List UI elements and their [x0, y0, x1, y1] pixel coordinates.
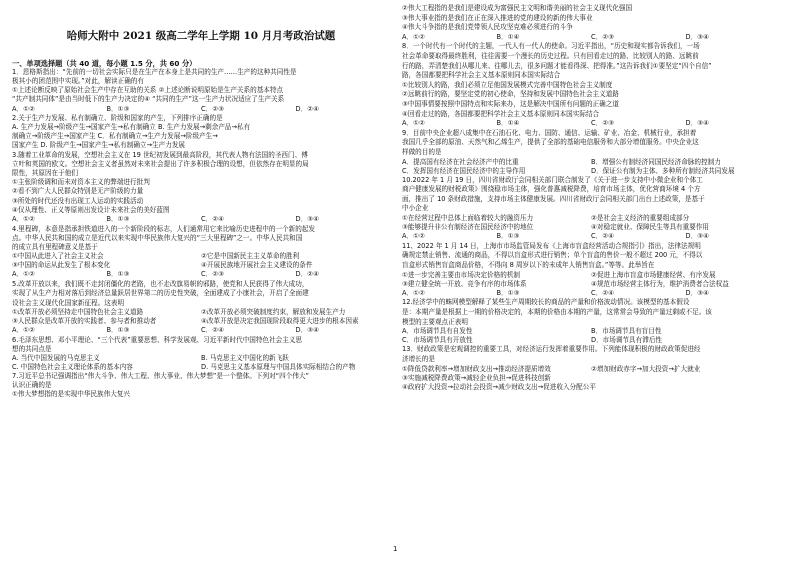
- statement-item: ①伟大梦想指的是实现中华民族伟大复兴: [12, 390, 131, 399]
- question-12: [402, 298, 780, 345]
- option-b[interactable]: B．①③: [106, 325, 130, 334]
- statement-item: ④开展民族地开展社会主义建设的条件: [201, 261, 313, 270]
- question-5: [12, 280, 390, 335]
- question-line: 12.经济学中的蛛网模型解释了某些生产周期较长的商品的产量和价格波动情况。该模型的基本假设: [402, 298, 690, 307]
- statement-item: ①比较别人的路，我们必须立足他国发展模式完善中国特色社会主义制度: [402, 80, 613, 89]
- option-d[interactable]: D．③④: [295, 214, 319, 223]
- option-c[interactable]: C．②③: [201, 270, 225, 279]
- option-c[interactable]: C．②③: [591, 119, 615, 128]
- answer-options: [12, 354, 390, 363]
- statement-item: ③实施减税降费政策→减轻企业负担→促进科技创新: [402, 373, 551, 382]
- option-d[interactable]: D．保证公有制为主体、多种所有制经济共同发展: [591, 166, 735, 175]
- statement-item: ④回看走过的路，各国都要把科学社会主义基本原则同本国实际结合: [402, 109, 600, 118]
- statement-row: [12, 252, 390, 261]
- statement-item: ②伟大工程指的是我们是建设成为富强民主文明和谐美丽的社会主义现代化强国: [402, 4, 633, 12]
- option-d[interactable]: D．市场调节具有滞后性: [591, 336, 663, 345]
- option-b[interactable]: B．①③: [496, 288, 520, 297]
- question-11: [402, 242, 780, 299]
- statement-item: ②看不到广大人民群众特别是无产阶级的力量: [12, 187, 144, 196]
- answer-options: [402, 232, 780, 242]
- statement-item: ①降低贷款利率→增加财政支出→推动经济提质增效: [402, 364, 551, 373]
- statement-item: ②促进上海市盲盒市场健康经营、有序发展: [591, 270, 716, 279]
- question-10: [402, 176, 780, 242]
- question-line: 认识正确的是: [12, 381, 52, 390]
- option-a[interactable]: A．①②: [402, 288, 425, 297]
- statement-row: [12, 317, 390, 326]
- option-a[interactable]: A．提高国有经济在社会经济产中的比重: [402, 157, 519, 166]
- question-1: [12, 68, 390, 113]
- statement-item: ④规范市场经营主体行为，维护消费者合法权益: [591, 279, 729, 288]
- question-line: 中小企业: [402, 204, 429, 213]
- option-a[interactable]: A. 当代中国发展的马克思主义: [12, 354, 100, 363]
- statement-item: ④对稳定就业、保障民生等具有重要作用: [591, 223, 710, 232]
- question-3: [12, 151, 390, 224]
- statement-item: ①改革开放必须坚持走中国特色社会主义道路: [12, 307, 144, 316]
- statement-row: [402, 214, 780, 223]
- question-8: [402, 42, 780, 128]
- option-a[interactable]: A．市场调节具有自发性: [402, 327, 473, 336]
- option-d[interactable]: D．②④: [295, 270, 319, 279]
- option-c[interactable]: C．②④: [201, 214, 225, 223]
- option-a[interactable]: A．①②: [402, 232, 425, 241]
- option-a[interactable]: A．①②: [402, 119, 425, 128]
- statement-row: [402, 271, 780, 280]
- exam-title: 哈师大附中 2021 级高二学年上学期 10 月月考政治试题: [66, 30, 336, 42]
- question-7-continued: [402, 4, 780, 42]
- statement-item: ①进一步完善主要由市场决定价格的机制: [402, 270, 521, 279]
- option-a[interactable]: A．①②: [12, 270, 35, 279]
- statement-item: ③建立健全统一开放、竞争有序的市场体系: [402, 279, 527, 288]
- answer-options: [12, 363, 390, 372]
- option-c[interactable]: C．②④: [201, 325, 225, 334]
- question-line: 8．一个时代有一个时代的主题，一代人有一代人的使命。习近平指出，“历史和现实都告诉我们，一场: [402, 42, 700, 51]
- statement-item: ④改革开放是决定我国现阶段取得更大进步的根本因素: [201, 316, 359, 325]
- statement-item: ③中国的命运从此发生了根本变化: [12, 261, 111, 270]
- option-b[interactable]: B．①③: [106, 270, 130, 279]
- option-b[interactable]: B．①③: [106, 104, 130, 113]
- statement-item: ③中国事情要按照中国特点和实际来办，这是解决中国所有问题的正确之道: [402, 99, 619, 108]
- question-line: 限性，其原因在于他们: [12, 169, 78, 178]
- question-line: 设社会主义现代化国家新征程。这表明: [12, 298, 125, 307]
- question-line: 1．恩格斯指出：“先前的一切社会实际只是在生产在本身上是共同的生产……生产的这种共同性是: [12, 68, 297, 77]
- statement-item: ②是社会主义经济的重要组成部分: [591, 214, 690, 223]
- statement-item: ①中国从此进入了社会主义社会: [12, 252, 104, 261]
- question-line: 7.习近平总书记强调指出“伟大斗争、伟大工程、伟大事业、伟大梦想”是一个整体。下列对“四个伟大”: [12, 372, 309, 381]
- statement-item: ②远眺前行的路，要坚定党的初心使命，坚持和发展中国特色社会主义道路: [402, 90, 619, 99]
- statement-item: ③能够提升非公有制经济在国民经济中的地位: [402, 223, 534, 232]
- answer-options: [12, 105, 390, 114]
- option-a[interactable]: A．①②: [12, 214, 35, 223]
- question-line: 5.改革开放以来，我们既不走封闭僵化的老路，也不走改旗易帜的邪路，使党和人民获得了伟大成功，: [12, 280, 309, 289]
- statement-item: ①主张阶级调和而未对资本主义的弊端进行批判: [12, 178, 150, 187]
- question-line: 4.里程碑，本意是指承担铁道进入的一个新阶段的标志，人们通常用它来比喻历史进程中的一个新的起发: [12, 224, 316, 233]
- answer-options: [402, 327, 780, 336]
- question-line: 点。中华人民共和国的成立是近代以来实现中华民族伟大复兴的“三大里程碑”之一。中华人民共和国: [12, 233, 303, 242]
- option-b[interactable]: B．①④: [496, 32, 520, 41]
- statement-item: ④伟大斗争指的是我们党带领人民攻坚克难必须进行的斗争: [402, 23, 573, 32]
- answer-options: [12, 270, 390, 279]
- option-a[interactable]: A．①②: [12, 325, 35, 334]
- question-line: 想的共同点是: [12, 345, 52, 353]
- question-13: [402, 345, 780, 392]
- question-line: 行的路，弄清楚我们从哪儿来、往哪儿去，很多问题才能看得深、把得准。”这告诉我们①要坚定“四个自信”: [402, 61, 712, 70]
- question-line: 国家产生 D. 阶级产生→国家产生→私有制确立→生产力发展: [12, 140, 186, 149]
- statement-row: [402, 365, 780, 374]
- option-a[interactable]: A．①②: [12, 104, 35, 113]
- question-line: “共产制共同体”是由当时低下的生产力决定的④ “共同的生产”这一生产力状况适应了生产关系: [12, 95, 285, 104]
- answer-options: [402, 289, 780, 299]
- option-d[interactable]: D．②④: [295, 104, 319, 113]
- question-line: 10.2022 年 1 月 19 日，四川省财政厅会同相关部门联合制发了《关于进一步支持中小微企业和个体工: [402, 175, 703, 184]
- option-c[interactable]: C．发挥国有经济在国民经济中的主导作用: [402, 166, 526, 175]
- option-c[interactable]: C．②④: [591, 232, 615, 241]
- option-d[interactable]: D．③④: [685, 232, 709, 241]
- option-b[interactable]: B．①④: [496, 119, 520, 128]
- statement-item: ②增加财政赤字→加大投资→扩大就业: [591, 364, 701, 373]
- statement-item: ④仅从理性、正义等原则出发设计未来社会的美好蓝图: [12, 205, 170, 214]
- question-line: 立叶和英国的欧文。空想社会主义者虽然对未来社会提出了许多积极合理的设想，但依然存在明显的局: [12, 160, 309, 169]
- question-line: 13．财政政策是宏观调控的重要工具，对经济运行发挥着重要作用。下列能体现积极的财政政策促进经: [402, 345, 701, 354]
- question-line: 盲盒形式销售盲盒商品价格，不得向 8 周岁以下的未成年人销售盲盒。”等等。此举旨在: [402, 261, 655, 270]
- answer-options: [402, 167, 780, 176]
- answer-options: [402, 33, 780, 43]
- question-line: 极其小的团范围中实现。”对此，解读正确的有: [12, 77, 144, 86]
- question-2: [12, 114, 390, 150]
- option-c[interactable]: C．②③: [201, 104, 225, 113]
- option-c[interactable]: C．②④: [591, 288, 615, 297]
- answer-options: [12, 215, 390, 224]
- question-line: 3.随着工业革命的发展，空想社会主义在 19 世纪初发展到最高阶段，其代表人物有法国的圣西门、傅: [12, 151, 308, 160]
- left-column: [12, 28, 390, 400]
- question-line: 确规定禁止销售、流通的商品，不得以盲盒形式进行销售；单个盲盒的售价一般不超过 200 元，不得以: [402, 251, 703, 260]
- statement-item: ①在经营过程中总体上面临着较大的融资压力: [402, 214, 534, 223]
- option-b[interactable]: B．①③: [106, 214, 130, 223]
- statement-row: [402, 280, 780, 289]
- statement-item: ③人民群众是改革开放的实践者、参与者和推动者: [12, 316, 157, 325]
- option-b[interactable]: B. 马克思主义中国化的新飞跃: [201, 354, 289, 363]
- statement-item: ③所处的时代还没有出现工人运动的实践活动: [12, 196, 144, 205]
- answer-options: [402, 119, 780, 129]
- question-line: 路，各国都要把科学社会主义基本原则同本国实际结合: [402, 71, 561, 80]
- option-d[interactable]: D．③④: [685, 288, 709, 297]
- statement-item: ④政府扩大投资→拉动社会投资→减少财政支出→促进收入分配公平: [402, 383, 596, 392]
- question-9: [402, 129, 780, 176]
- statement-item: ②它是中国新民主主义革命的胜利: [201, 252, 300, 261]
- question-line: 面，推出了 10 条财政措施，支持市场主体健康发展。四川省财政厅会同相关部门出台上述政策，是基于: [402, 194, 705, 203]
- question-line: 11、2022 年 1 月 14 日，上海市市场监管局发布《上海市盲盒经营活动合规指引》指出，法律法规明: [402, 241, 701, 250]
- question-line: 济增长的是: [402, 354, 435, 363]
- option-c[interactable]: C．②③: [591, 32, 615, 41]
- question-line: 制确立→阶级产生→国家产生 C．私有制确立→生产力发展→阶级产生→: [12, 131, 218, 140]
- statement-row: [12, 261, 390, 270]
- page-number: 1: [393, 545, 398, 553]
- question-line: 9．目前中央企业超八成集中在石油石化、电力、国防、通信、运输、矿业、冶金、机械行业，承担着: [402, 128, 697, 137]
- statement-item: ②改革开放必须突破制度约束，解放和发展生产力: [201, 307, 346, 316]
- question-4: [12, 225, 390, 280]
- question-6: [12, 336, 390, 372]
- option-a[interactable]: A．①②: [402, 32, 425, 41]
- question-line: 商户健康发展的财税政策》围绕稳市场主体，强化普惠减税降费，培育市场主体，优化营商环境 4 个方: [402, 185, 701, 194]
- option-c[interactable]: C．市场调节具有开放性: [402, 336, 473, 345]
- question-line: 模型的主要观点正表明: [402, 317, 468, 326]
- question-line: 样做的目的是: [402, 147, 442, 156]
- question-line: A. 生产力发展→阶级产生→国家产生→私有制确立 B. 生产力发展→剩余产品→私有: [12, 122, 251, 131]
- section-heading: 一、单项选择题（共 40 道，每小题 1.5 分，共 60 分）: [12, 59, 197, 69]
- question-line: ①上述论断反映了原始社会生产中存在互助的关系 ②上述论断说明原始是生产关系的基本特点: [12, 86, 284, 95]
- question-line: 我国几乎全部的原油、天然气和乙烯生产，提供了全部的基础电信服务和大部分增值服务。中央企业这: [402, 138, 699, 147]
- question-line: 的成立具有里程碑意义是基于: [12, 242, 98, 251]
- option-d[interactable]: D．③④: [685, 119, 709, 128]
- question-line: 实现了从生产力相对落后到经济总量跃居世界第二的历史性突破，全面建成了小康社会，开启了全面建: [12, 289, 309, 298]
- statement-item: ③伟大事业指的是我们在正在深入推进的党的建设的新的伟大事业: [402, 13, 593, 22]
- answer-options: [402, 336, 780, 345]
- option-b[interactable]: B．市场调节具有盲目性: [591, 327, 662, 336]
- option-b[interactable]: B．增强公有制经济同国民经济命脉的控制力: [591, 157, 721, 166]
- option-b[interactable]: B．①③: [496, 232, 520, 241]
- right-column: [402, 4, 780, 393]
- option-d[interactable]: D．③④: [685, 32, 709, 41]
- answer-options: [12, 326, 390, 335]
- question-line: 社会革命要取得最终胜利，往往需要一个漫长的历史过程。只有回看走过的路、比较别人的路、远眺前: [402, 51, 699, 60]
- question-line: 2.关于生产力发展、私有制确立、阶级和国家的产生，下列排序正确的是: [12, 113, 223, 122]
- question-line: 是：本期产量是根据上一期的价格决定的，本期的价格由本期的产量，这常常会导致的产量过剩或不足。该: [402, 308, 712, 316]
- answer-options: [402, 158, 780, 167]
- option-d[interactable]: D. 马克思主义基本原理与中国具体实际相结合的产物: [201, 363, 356, 372]
- option-d[interactable]: D．③④: [295, 325, 319, 334]
- statement-row: [12, 308, 390, 317]
- question-7: [12, 372, 390, 399]
- statement-row: [402, 223, 780, 232]
- question-line: 6.毛泽东思想、邓小平理论、“三个代表”重要思想、科学发展观、习近平新时代中国特色社会主义思: [12, 335, 303, 344]
- option-c[interactable]: C. 中国特色社会主义理论体系的基本内容: [12, 363, 133, 372]
